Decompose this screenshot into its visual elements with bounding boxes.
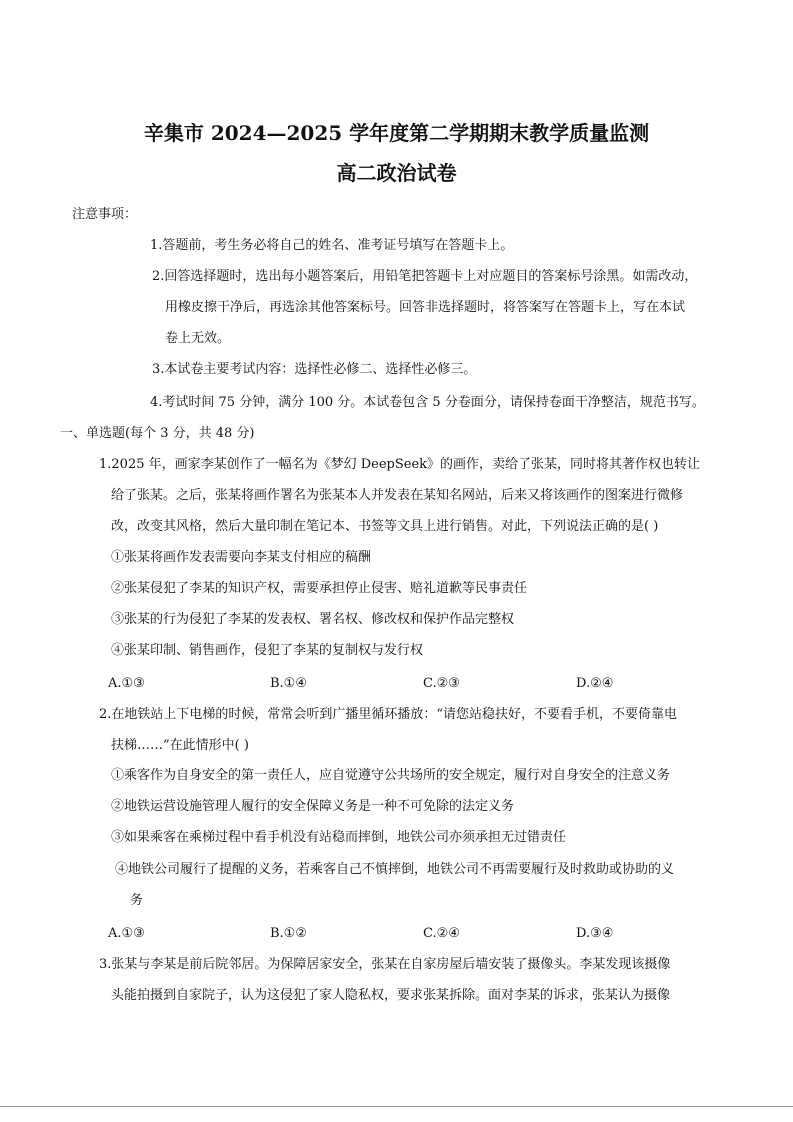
notice-item: 2.回答选择题时，选出每小题答案后，用铅笔把答题卡上对应题目的答案标号涂黑。如需改动， [152, 269, 698, 284]
question-1-option-d: D.②④ [576, 676, 614, 691]
exam-title: 辛集市 2024—2025 学年度第二学期期末教学质量监测 [143, 121, 650, 145]
question-2-stem: 2.在地铁站上下电梯的时候，常常会听到广播里循环播放：“请您站稳扶好，不要看手机，不要倚靠电 [99, 707, 678, 722]
question-1-statement: ③张某的行为侵犯了李某的发表权、署名权、修改权和保护作品完整权 [111, 612, 515, 627]
question-1-option-c: C.②③ [423, 676, 460, 691]
question-2-statement: ④地铁公司履行了提醒的义务，若乘客自己不慎摔倒，地铁公司不再需要履行及时救助或协助的义 [115, 862, 675, 877]
notice-item: 用橡皮擦干净后，再选涂其他答案标号。回答非选择题时，将答案写在答题卡上，写在本试 [165, 300, 686, 315]
notice-heading: 注意事项： [72, 207, 138, 222]
question-1-statement: ②张某侵犯了李某的知识产权，需要承担停止侵害、赔礼道歉等民事责任 [111, 581, 528, 596]
question-2-option-c: C.②④ [423, 926, 460, 941]
question-2-option-b: B.①② [270, 926, 307, 941]
notice-item: 3.本试卷主要考试内容：选择性必修二、选择性必修三。 [152, 362, 477, 377]
question-3-stem: 头能拍摄到自家院子，认为这侵犯了家人隐私权，要求张某拆除。面对李某的诉求，张某认为摄像 [111, 988, 671, 1003]
question-1-statement: ④张某印制、销售画作，侵犯了李某的复制权与发行权 [111, 643, 424, 658]
question-1-statement: ①张某将画作发表需要向李某支付相应的稿酬 [111, 550, 372, 565]
question-2-statement: 务 [130, 893, 144, 908]
question-2-statement: ②地铁运营设施管理人履行的安全保障义务是一种不可免除的法定义务 [111, 799, 515, 814]
question-1-stem: 给了张某。之后，张某将画作署名为张某本人并发表在某知名网站，后来又将该画作的图案进行微修 [111, 488, 684, 503]
question-2-statement: ③如果乘客在乘梯过程中看手机没有站稳而摔倒，地铁公司亦须承担无过错责任 [111, 830, 567, 845]
question-2-option-d: D.③④ [576, 926, 614, 941]
question-1-option-b: B.①④ [270, 676, 307, 691]
question-1-stem: 改，改变其风格，然后大量印制在笔记本、书签等文具上进行销售。对此，下列说法正确的是( ) [111, 519, 659, 534]
question-2-statement: ①乘客作为自身安全的第一责任人，应自觉遵守公共场所的安全规定，履行对自身安全的注意义务 [111, 768, 671, 783]
exam-subtitle: 高二政治试卷 [336, 161, 457, 185]
notice-item: 1.答题前，考生务必将自己的姓名、准考证号填写在答题卡上。 [150, 238, 514, 253]
notice-item: 4.考试时间 75 分钟，满分 100 分。本试卷包含 5 分卷面分，请保持卷面干净整洁，规范书写。 [150, 395, 705, 410]
question-2-option-a: A.①③ [108, 926, 145, 941]
section-title: 一、单选题(每个 3 分，共 48 分) [60, 426, 255, 441]
question-1-stem: 1.2025 年，画家李某创作了一幅名为《梦幻 DeepSeek》的画作，卖给了张某，同时将其著作权也转让 [99, 457, 701, 472]
page-bottom-divider [0, 1106, 793, 1107]
notice-item: 卷上无效。 [165, 331, 231, 346]
question-1-option-a: A.①③ [108, 676, 145, 691]
question-2-stem: 扶梯……”在此情形中( ) [111, 738, 249, 753]
question-3-stem: 3.张某与李某是前后院邻居。为保障居家安全，张某在自家房屋后墙安装了摄像头。李某发现该摄像 [99, 957, 671, 972]
